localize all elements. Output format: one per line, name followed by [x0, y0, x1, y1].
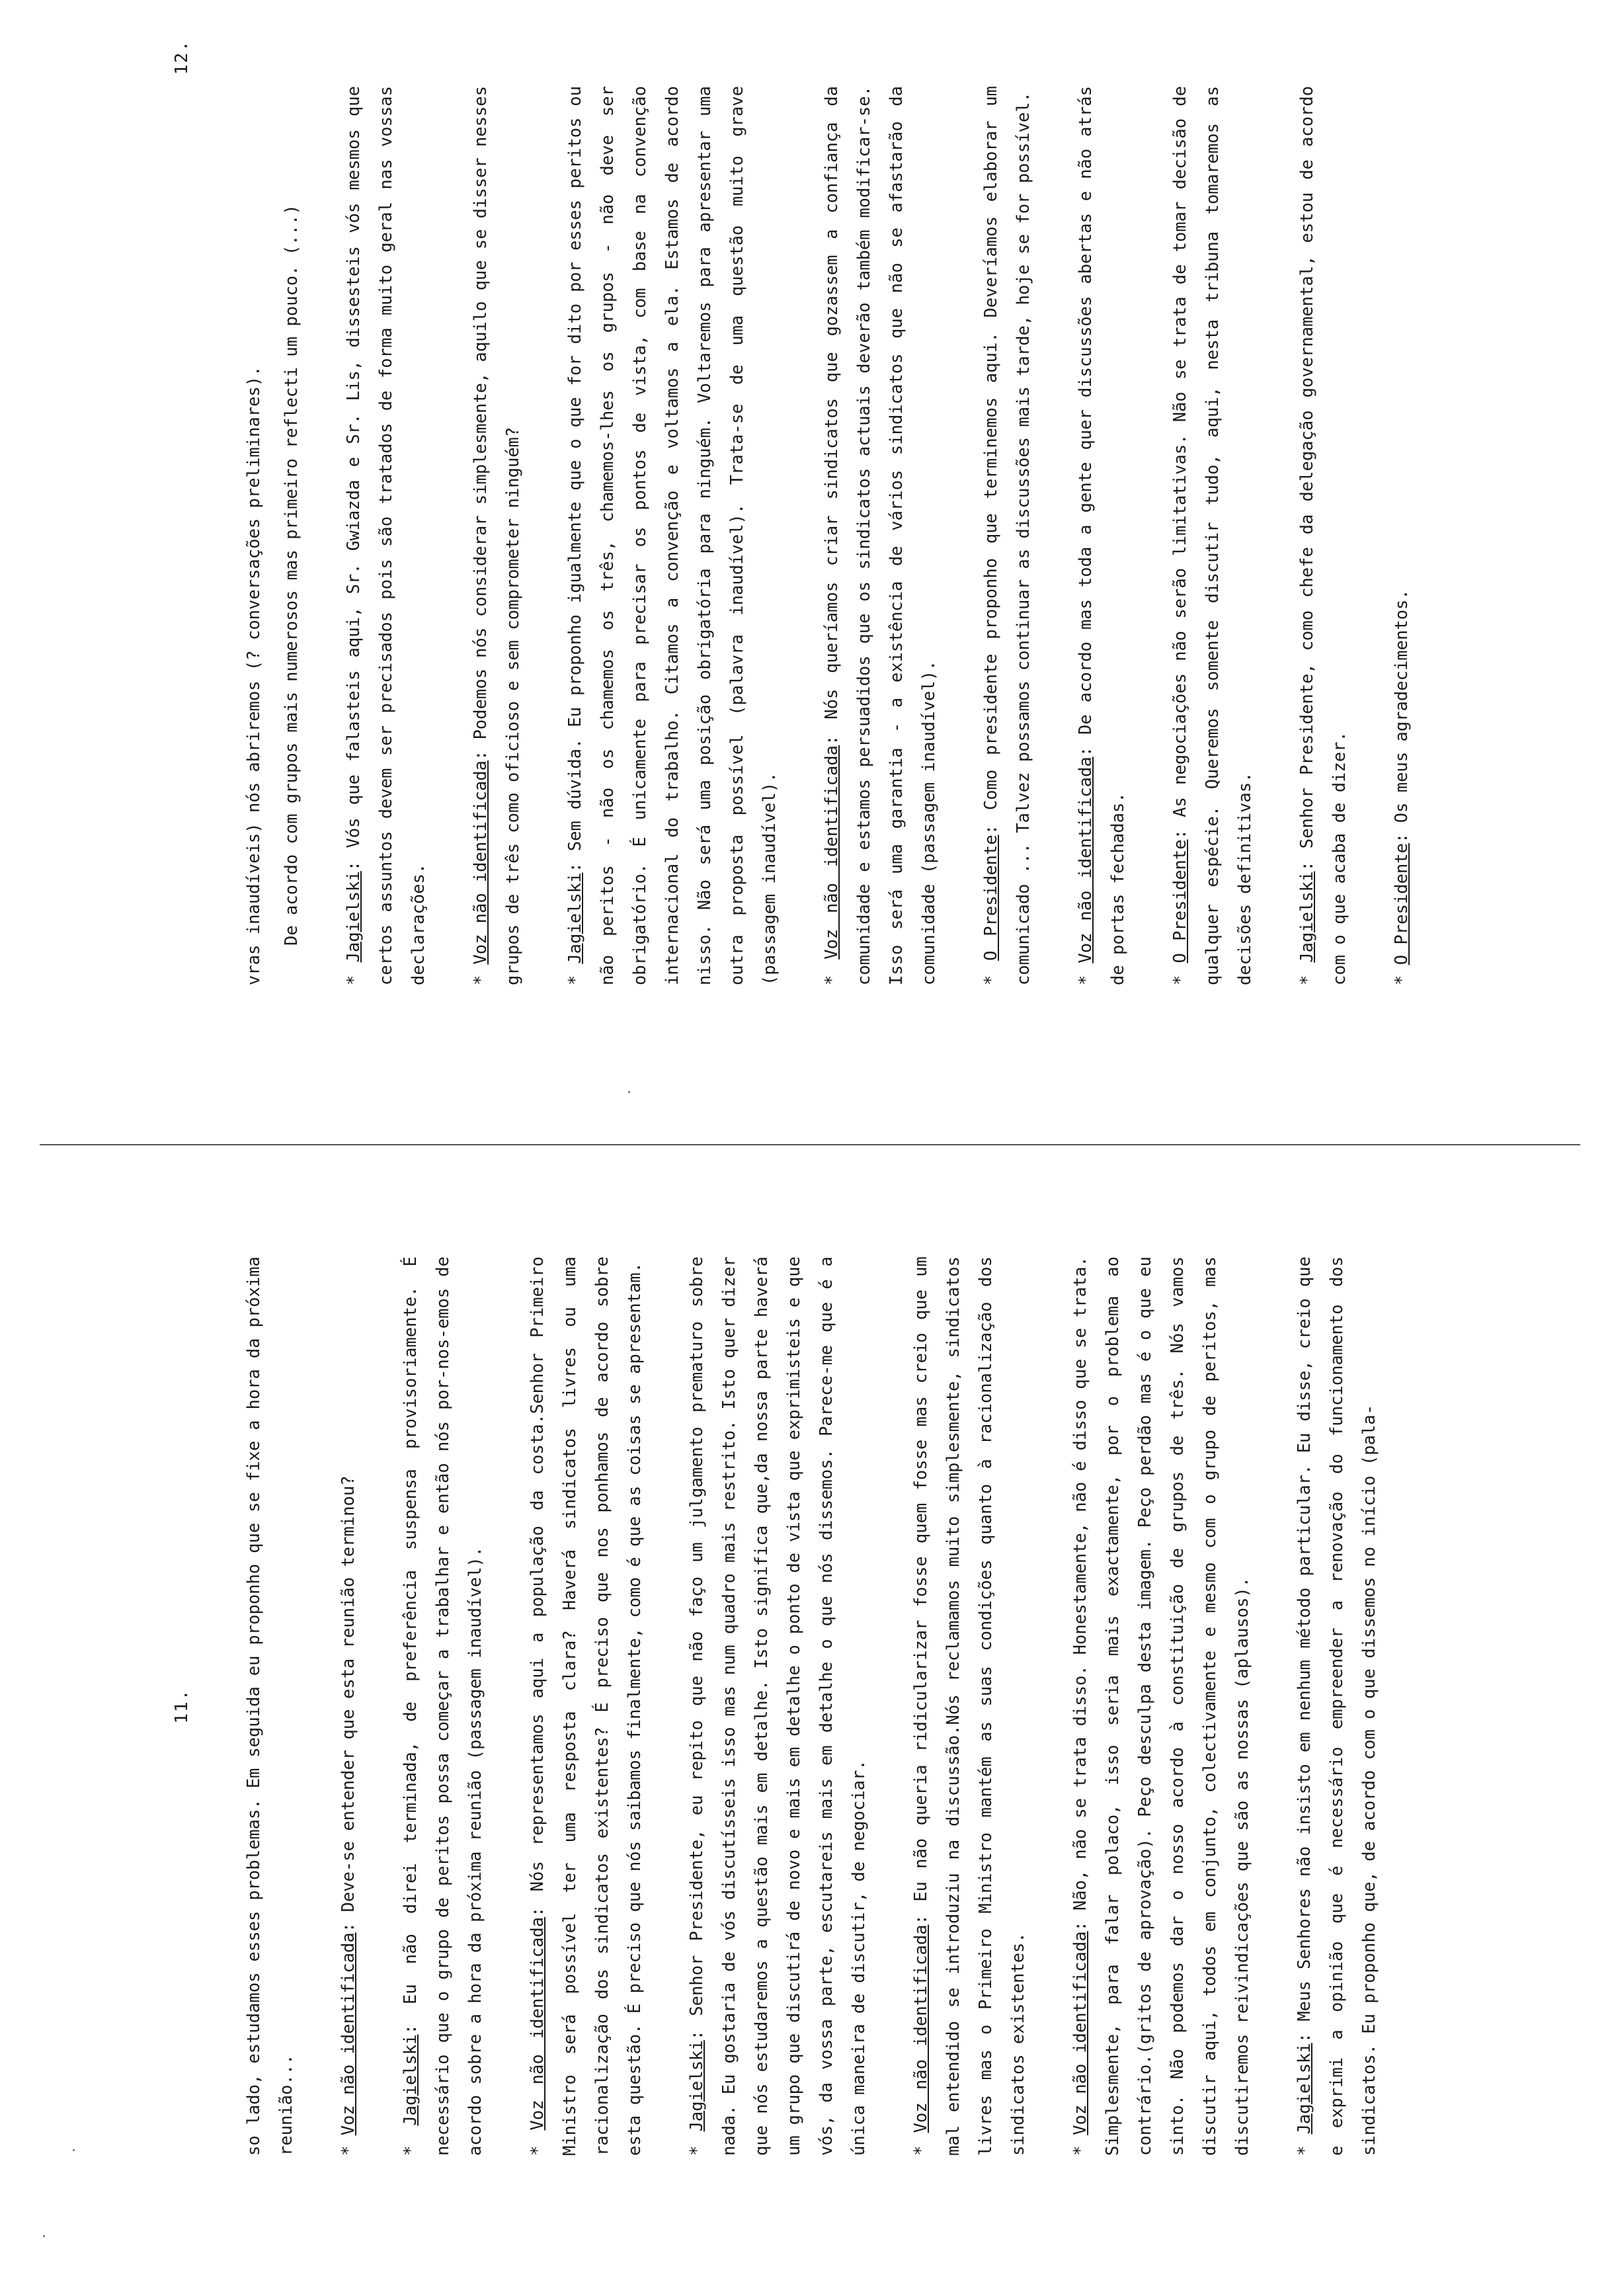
- speaker-name: Jagielski: [1297, 871, 1317, 963]
- speaker-name: Voz não identificada: [911, 1924, 931, 2133]
- speaker-name: Jagielski: [687, 2040, 707, 2132]
- speaker-name: Jagielski: [401, 2034, 421, 2126]
- speaker-name: O Presidente: [1170, 839, 1190, 964]
- paragraph: * Jagielski: Senhor Presidente, como chefe da delegação governamental, estou de acordo com o que acaba de dizer.: [1297, 86, 1349, 985]
- scan-speck: [628, 1091, 630, 1093]
- paragraph: * Jagielski: Sem dúvida. Eu proponho igualmente que o que for dito por esses peritos ou não peritos - não os chamemos os três, chamemos-lhes os grupos - não deve ser obrigatório. É unicamente para precisar os pontos de vista, com base na convenção internacional do trabalho. Citamos a convenção e voltamos a ela. Estamos de acordo nisso. Não será uma posição obrigatória para ninguém. Voltaremos para apresentar uma outra proposta possível (palavra inaudível). Trata-se de uma questão muito grave (passagem inaudível).: [565, 86, 780, 985]
- paragraph: * Voz não identificada: Deve-se entender que esta reunião terminou?: [339, 1475, 358, 2156]
- paragraph: * O Presidente: Como presidente proponho que terminemos aqui. Deveríamos elaborar um comunicado ... Talvez possamos continuar as discussões mais tarde, hoje se for possível.: [981, 86, 1033, 985]
- speaker-name: Voz não identificada: [822, 745, 842, 960]
- paragraph: * Jagielski: Eu não direi terminada, de preferência suspensa provisoriamente. É necessário que o grupo de peritos possa começar a trabalhar e então nós por-nos-emos de acordo sobre a hora da próxima reunião (passagem inaudível).: [401, 1256, 485, 2156]
- page-number: 11.: [172, 1688, 192, 1724]
- paragraph: * Jagielski: Meus Senhores não insisto em nenhum método particular. Eu disse, creio que e exprimi a opinião que é necessário empreender a renovação do funcionamento dos sindicatos. Eu proponho que, de acordo com o que dissemos no início (pala-: [1295, 1256, 1379, 2156]
- paragraph: * O Presidente: As negociações não serão limitativas. Não se trata de tomar decisão de qualquer espécie. Queremos somente discutir tudo, aqui, nesta tribuna tomaremos as decisões definitivas.: [1170, 86, 1255, 985]
- page-11-body: [238, 1256, 1386, 2156]
- paragraph: * Voz não identificada: Nós representamos aqui a população da costa.Senhor Primeiro Ministro será possível ter uma resposta clara? Haverá sindicatos livres ou uma racionalização dos sindicatos existentes? É preciso que nos ponhamos de acordo sobre esta questão. É preciso que nós saibamos finalmente, como é que as coisas se apresentam.: [528, 1256, 645, 2156]
- paragraph: De acordo com grupos mais numerosos mas primeiro reflecti um pouco. (...): [282, 204, 302, 946]
- paragraph: * Jagielski: Senhor Presidente, eu repito que não faço um julgamento prematuro sobre nada. Eu gostaria de vós discutísseis isso mas num quadro mais restrito. Isto quer dizer que nós estudaremos a questão mais em detalhe. Isto significa que,da nossa parte haverá um grupo que discutirá de novo e mais em detalhe o ponto de vista que exprimisteis e que vós, da vossa parte, escutareis mais em detalhe o que nós dissemos. Parece-me que é a única maneira de discutir, de negociar.: [687, 1256, 869, 2156]
- page-12: [159, 40, 1580, 1032]
- speaker-name: O Presidente: [1392, 843, 1412, 965]
- paragraph: * Voz não identificada: Eu não queria ridicularizar fosse quem fosse mas creio que um mal entendido se introduziu na discussão.Nós reclamamos muito simplesmente, sindicatos livres mas o Primeiro Ministro mantém as suas condições quanto à racionalização dos sindicatos existentes.: [911, 1256, 1028, 2156]
- page-divider-line: [40, 1144, 1580, 1145]
- speaker-name: Jagielski: [565, 872, 585, 964]
- speaker-name: Jagielski: [1295, 2043, 1314, 2135]
- paragraph: * O Presidente: Os meus agradecimentos.: [1392, 589, 1412, 985]
- page-12-body: [238, 86, 1418, 985]
- paragraph: * Voz não identificada: Não, não se trata disso. Honestamente, não é disso que se trata. Simplesmente, para falar polaco, isso seria mais exactamente, por o problema ao contrário.(gritos de aprovação). Peço desculpa desta imagem. Peço perdão mas é o que eu sinto. Não podemos dar o nosso acordo à constituição de grupos de três. Nós vamos discutir aqui, todos em conjunto, colectivamente e mesmo com o grupo de peritos, mas discutiremos reivindicações que são as nossas (aplausos).: [1070, 1256, 1252, 2156]
- scan-speck: [73, 2149, 75, 2151]
- speaker-name: Voz não identificada: [1070, 1931, 1090, 2135]
- speaker-name: O Presidente: [981, 835, 1001, 961]
- paragraph: vras inaudíveis) nós abriremos (? conversações preliminares).: [244, 366, 264, 985]
- speaker-name: Voz não identificada: [471, 760, 491, 965]
- paragraph: so lado, estudamos esses problemas. Em seguida eu proponho que se fixe a hora da próxima reunião...: [244, 1256, 296, 2156]
- paragraph: * Jagielski: Vós que falasteis aqui, Sr. Gwiazda e Sr. Lis, dissesteis vós mesmos que certos assuntos devem ser precisados pois são tratados de forma muito geral nas vossas declarações.: [344, 86, 428, 985]
- speaker-name: Voz não identificada: [1076, 757, 1096, 964]
- paragraph: * Voz não identificada: Nós queríamos criar sindicatos que gozassem a confiança da comunidade e estamos persuadidos que os sindicatos actuais deverão também modificar-se. Isso será uma garantia - a existência de vários sindicatos que não se afastarão da comunidade (passagem inaudível).: [822, 85, 939, 985]
- scan-speck: [43, 2235, 45, 2237]
- paragraph: * Voz não identificada: De acordo mas toda a gente quer discussões abertas e não atrás de portas fechadas.: [1076, 86, 1128, 985]
- speaker-name: Voz não identificada: [339, 1932, 358, 2136]
- paragraph: * Voz não identificada: Podemos nós considerar simplesmente, aquilo que se disser nesses grupos de três como oficioso e sem comprometer ninguém?: [471, 86, 523, 985]
- speaker-name: Voz não identificada: [528, 1916, 547, 2131]
- page-number: 12.: [172, 40, 192, 75]
- speaker-name: Jagielski: [344, 871, 364, 963]
- page-11: [159, 1210, 1580, 2202]
